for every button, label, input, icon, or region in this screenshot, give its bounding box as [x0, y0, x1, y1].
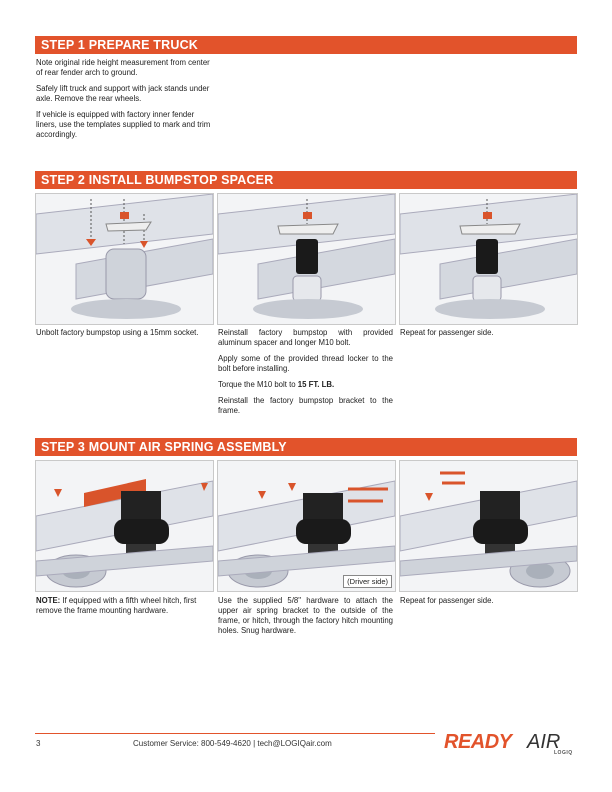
page-number: 3	[36, 739, 41, 748]
air-spring-attach-illustration	[218, 461, 395, 591]
logo-air: AIR	[527, 731, 561, 753]
step2-col2-p2: Apply some of the provided thread locker to the bolt before installing.	[218, 354, 393, 373]
step2-title: STEP 2 INSTALL BUMPSTOP SPACER	[41, 173, 274, 187]
step2-header	[35, 171, 577, 189]
step1-header	[35, 36, 577, 54]
logo-sub: LOGIQ	[554, 750, 573, 756]
torque-value: 15 FT. LB.	[297, 380, 335, 389]
step2-col1-text: Unbolt factory bumpstop using a 15mm socket.	[36, 328, 199, 337]
bumpstop-reinstall-illustration	[218, 194, 395, 324]
readyair-logo	[444, 731, 579, 755]
air-spring-passenger-illustration	[400, 461, 577, 591]
footer-contact: Customer Service: 800-549-4620 | tech@LOGIQair.com	[133, 739, 332, 748]
step2-col2-p1: Reinstall factory bumpstop with provided aluminum spacer and longer M10 bolt.	[218, 328, 393, 347]
step3-image-attach	[217, 460, 396, 592]
step2-col2-text	[218, 328, 393, 422]
step1-title: STEP 1 PREPARE TRUCK	[41, 38, 199, 52]
logo-ready: READY	[444, 731, 512, 753]
step3-title: STEP 3 MOUNT AIR SPRING ASSEMBLY	[41, 440, 287, 454]
step2-col2-p4: Reinstall the factory bumpstop bracket to the frame.	[218, 396, 393, 415]
footer-rule	[35, 733, 435, 734]
bumpstop-remove-illustration	[36, 194, 213, 324]
step2-image-reinstall	[217, 193, 396, 325]
step3-image-note	[35, 460, 214, 592]
step1-text	[36, 58, 216, 146]
step3-col2-text: Use the supplied 5/8" hardware to attach the upper air spring bracket to the outside of the frame, or hitch, through the factory hitch mounting holes. Snug hardware.	[218, 596, 393, 635]
step1-para2: Safely lift truck and support with jack stands under axle. Remove the rear wheels.	[36, 84, 210, 103]
step2-col2-p3	[218, 380, 393, 390]
step3-col3-text: Repeat for passenger side.	[400, 596, 494, 605]
step2-image-passenger	[399, 193, 578, 325]
step3-col1-text	[36, 596, 214, 616]
bumpstop-passenger-illustration	[400, 194, 577, 324]
step1-para1: Note original ride height measurement from center of rear fender arch to ground.	[36, 58, 210, 77]
step3-header	[35, 438, 577, 456]
note-text: If equipped with a fifth wheel hitch, first remove the frame mounting hardware.	[36, 596, 197, 615]
step1-para3: If vehicle is equipped with factory inner fender liners, use the templates supplied to mark and trim accordingly.	[36, 110, 211, 139]
driver-side-label: (Driver side)	[343, 575, 392, 588]
note-label: NOTE:	[36, 596, 61, 605]
step2-image-unbolt	[35, 193, 214, 325]
torque-label: Torque the M10 bolt to	[218, 380, 298, 389]
step3-image-passenger	[399, 460, 578, 592]
step2-col3-text: Repeat for passenger side.	[400, 328, 494, 337]
air-spring-frame-illustration	[36, 461, 213, 591]
